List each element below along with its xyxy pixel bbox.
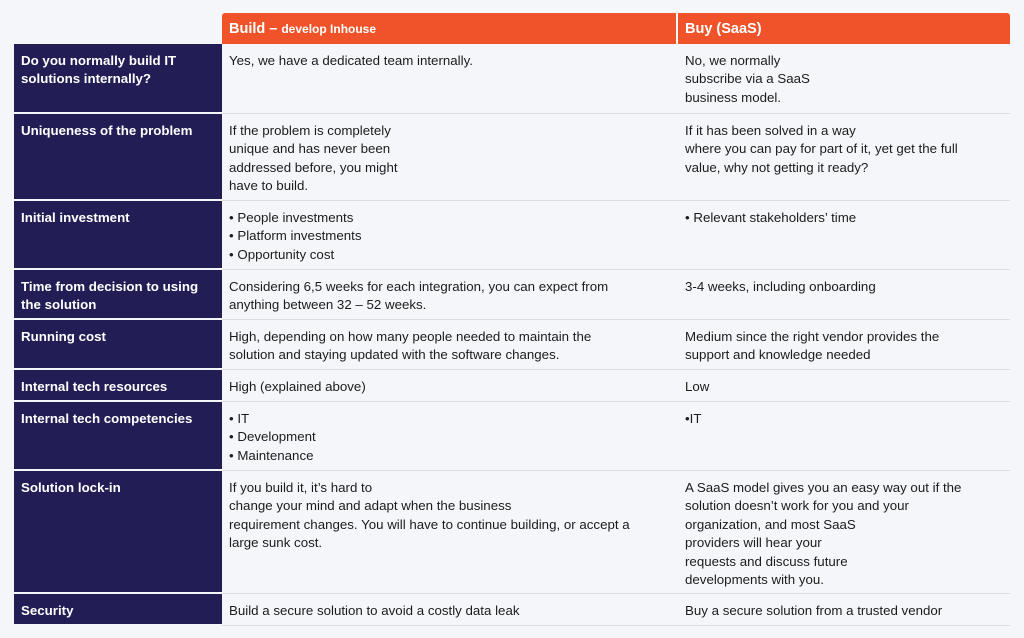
buy-text-line: No, we normally [685,53,781,68]
row-label: Security [14,594,222,626]
row-buy-cell [678,114,1010,201]
header-build-title: Build – [229,20,278,37]
buy-text-line: Buy a secure solution from a trusted vendor [685,603,943,618]
row-label: Initial investment [14,201,222,270]
row-buy-cell [678,270,1010,320]
header-build [222,13,678,44]
build-text-line: change your mind and adapt when the business [229,498,512,514]
build-text-line: If you build it, it’s hard to [229,480,373,495]
row-label: Internal tech resources [14,370,222,402]
row-build-cell [222,594,678,626]
build-text-line: Considering 6,5 weeks for each integration, you can expect from [229,279,609,294]
build-text-line: • Development [229,429,316,445]
buy-text-line: organization, and most SaaS [685,516,856,532]
row-build-cell [222,370,678,402]
row-build-cell [222,402,678,471]
build-text-line: anything between 32 – 52 weeks. [229,297,427,313]
build-text-line: unique and has never been [229,141,391,157]
build-text-line: • Platform investments [229,228,362,244]
build-text-line: requirement changes. You will have to continue building, or accept a [229,516,630,532]
build-text-line: High (explained above) [229,379,366,394]
row-buy-cell [678,201,1010,270]
buy-text-line: developments with you. [685,572,824,588]
row-label: Solution lock-in [14,471,222,594]
build-text-line: Yes, we have a dedicated team internally. [229,53,473,68]
build-text-line: have to build. [229,178,309,194]
row-build-cell [222,114,678,201]
comparison-table [14,13,1010,626]
buy-text-line: If it has been solved in a way [685,123,856,138]
build-text-line: • IT [229,411,250,426]
row-buy-cell [678,402,1010,471]
buy-text-line: where you can pay for part of it, yet get the full [685,141,958,157]
build-text-line: • Maintenance [229,447,314,463]
buy-text-line: solution doesn’t work for you and your [685,498,909,514]
build-text-line: addressed before, you might [229,159,398,175]
row-buy-cell [678,320,1010,370]
build-text-line: Build a secure solution to avoid a costly data leak [229,603,520,618]
buy-text-line: requests and discuss future [685,553,848,569]
build-text-line: • Opportunity cost [229,246,335,262]
row-buy-cell [678,594,1010,626]
row-build-cell [222,270,678,320]
row-buy-cell [678,471,1010,594]
buy-text-line: Medium since the right vendor provides the [685,329,940,344]
buy-text-line: A SaaS model gives you an easy way out if the [685,480,962,495]
buy-text-line: support and knowledge needed [685,347,871,363]
buy-text-line: •IT [685,411,702,426]
build-text-line: solution and staying updated with the software changes. [229,347,560,363]
row-build-cell [222,320,678,370]
header-buy [678,13,1010,44]
row-label: Time from decision to using the solution [14,270,222,320]
buy-text-line: providers will hear your [685,535,822,551]
header-buy-title: Buy (SaaS) [685,20,762,37]
build-text-line: High, depending on how many people needed to maintain the [229,329,592,344]
buy-text-line: Low [685,379,710,394]
header-build-subtitle: develop Inhouse [281,21,377,36]
buy-text-line: • Relevant stakeholders’ time [685,210,857,225]
buy-text-line: value, why not getting it ready? [685,159,869,175]
row-buy-cell [678,370,1010,402]
buy-text-line: subscribe via a SaaS [685,71,810,87]
row-build-cell [222,201,678,270]
build-text-line: If the problem is completely [229,123,391,138]
buy-text-line: business model. [685,89,782,105]
row-label: Uniqueness of the problem [14,114,222,201]
build-text-line: large sunk cost. [229,535,323,551]
row-label: Internal tech competencies [14,402,222,471]
header-blank-cell [14,13,222,44]
row-buy-cell [678,44,1010,114]
row-build-cell [222,44,678,114]
buy-text-line: 3-4 weeks, including onboarding [685,279,876,294]
row-build-cell [222,471,678,594]
row-label: Do you normally build IT solutions internally? [14,44,222,114]
build-text-line: • People investments [229,210,354,225]
row-label: Running cost [14,320,222,370]
